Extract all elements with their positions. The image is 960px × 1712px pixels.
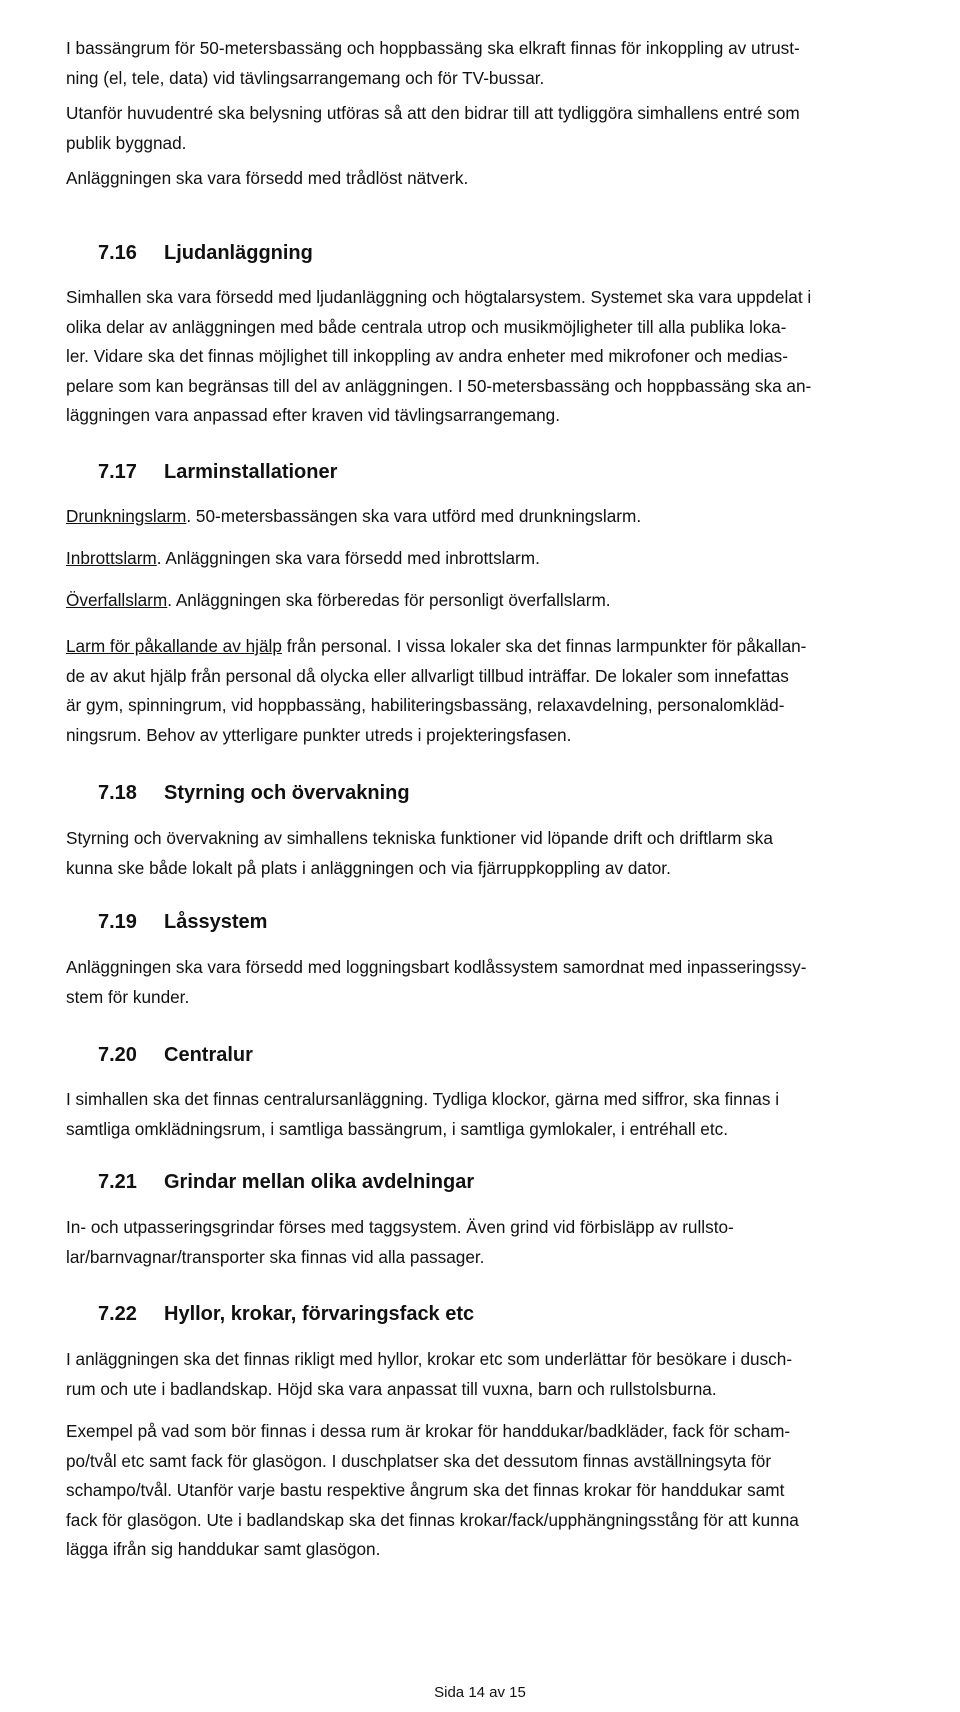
term-larm-hjalp: Larm för påkallande av hjälp [66, 636, 282, 656]
text-line: Exempel på vad som bör finnas i dessa rum är krokar för handdukar/badkläder, fack för scham- [66, 1421, 791, 1441]
text-line: ning (el, tele, data) vid tävlingsarrangemang och för TV-bussar. [66, 67, 545, 88]
heading-number: 7.18 [98, 782, 137, 804]
paragraph-natverk [66, 164, 948, 194]
paragraph-centralur [66, 1085, 948, 1144]
text-line: I bassängrum för 50-metersbassäng och hoppbassäng ska elkraft finnas för inkoppling av utrust- [66, 38, 800, 58]
text-line: ler. Vidare ska det finnas möjlighet till inkoppling av andra enheter med mikrofoner och medias- [66, 346, 788, 366]
text-line: samtliga omklädningsrum, i samtliga bassängrum, i samtliga gymlokaler, i entréhall etc. [66, 1118, 728, 1139]
page-footer: Sida 14 av 15 [434, 1684, 526, 1701]
text-line: de av akut hjälp från personal då olycka eller allvarligt tillbud inträffar. De lokaler som innefattas [66, 665, 789, 686]
heading-number: 7.22 [98, 1303, 137, 1325]
paragraph-styrning [66, 824, 948, 883]
heading-title: Grindar mellan olika avdelningar [164, 1171, 475, 1193]
paragraph-elkraft [66, 34, 948, 93]
text-line: lar/barnvagnar/transporter ska finnas vid alla passager. [66, 1246, 485, 1267]
text-line: Anläggningen ska vara försedd med trådlöst nätverk. [66, 168, 469, 188]
term-text: . Anläggningen ska förberedas för personligt överfallslarm. [167, 590, 611, 610]
text-line: är gym, spinningrum, vid hoppbassäng, habiliteringsbassäng, relaxavdelning, personalomkläd- [66, 695, 785, 715]
heading-title: Larminstallationer [164, 461, 338, 483]
heading-title: Ljudanläggning [164, 242, 313, 264]
paragraph-grindar [66, 1213, 948, 1272]
text-line: Simhallen ska vara försedd med ljudanläggning och högtalarsystem. Systemet ska vara uppdelat i [66, 287, 812, 307]
paragraph-overfallslarm [66, 586, 948, 616]
heading-number: 7.16 [98, 242, 137, 264]
heading-title: Styrning och övervakning [164, 782, 410, 804]
text-line: fack för glasögon. Ute i badlandskap ska det finnas krokar/fack/upphängningsstång för att kunna [66, 1509, 799, 1530]
paragraph-ljudanlaggning [66, 283, 948, 431]
text-line: Anläggningen ska vara försedd med loggningsbart kodlåssystem samordnat med inpasseringssy- [66, 957, 807, 977]
paragraph-inbrottslarm [66, 544, 948, 574]
heading-7-22 [98, 1300, 474, 1328]
heading-number: 7.19 [98, 911, 137, 933]
paragraph-lassystem [66, 953, 948, 1012]
paragraph-drunkningslarm [66, 502, 948, 532]
term-text: . 50-metersbassängen ska vara utförd med drunkningslarm. [186, 506, 642, 526]
text-line: po/tvål etc samt fack för glasögon. I duschplatser ska det dessutom finnas avställningsyta för [66, 1450, 772, 1471]
heading-number: 7.17 [98, 461, 137, 483]
text-line: kunna ske både lokalt på plats i anläggningen och via fjärruppkoppling av dator. [66, 857, 671, 878]
text-line [66, 586, 948, 616]
heading-number: 7.20 [98, 1044, 137, 1066]
text-line: publik byggnad. [66, 132, 187, 153]
heading-7-20 [98, 1041, 253, 1069]
heading-title: Hyllor, krokar, förvaringsfack etc [164, 1303, 475, 1325]
text-line [66, 502, 948, 532]
heading-7-19 [98, 908, 267, 936]
heading-title: Centralur [164, 1044, 253, 1066]
paragraph-exempel [66, 1417, 948, 1565]
term-inbrottslarm: Inbrottslarm [66, 548, 157, 568]
text-line: I simhallen ska det finnas centralursanläggning. Tydliga klockor, gärna med siffror, ska finnas i [66, 1089, 780, 1109]
paragraph-larm-hjalp [66, 632, 948, 750]
term-drunkningslarm: Drunkningslarm [66, 506, 187, 526]
paragraph-hyllor [66, 1345, 948, 1404]
text-line: ningsrum. Behov av ytterligare punkter utreds i projekteringsfasen. [66, 724, 572, 745]
heading-7-16 [98, 239, 313, 267]
text-line: schampo/tvål. Utanför varje bastu respektive ångrum ska det finnas krokar för handdukar samt [66, 1480, 785, 1500]
text-line: stem för kunder. [66, 986, 190, 1007]
term-text: från personal. I vissa lokaler ska det finnas larmpunkter för påkallan- [281, 636, 807, 656]
text-line: rum och ute i badlandskap. Höjd ska vara anpassat till vuxna, barn och rullstolsburna. [66, 1378, 717, 1399]
text-line: In- och utpasseringsgrindar förses med taggsystem. Även grind vid förbisläpp av rullsto- [66, 1217, 734, 1237]
heading-title: Låssystem [164, 911, 268, 933]
heading-7-21 [98, 1168, 474, 1196]
text-line: lägga ifrån sig handdukar samt glasögon. [66, 1539, 381, 1559]
text-line [66, 632, 948, 662]
heading-7-17 [98, 458, 337, 486]
heading-7-18 [98, 779, 410, 807]
text-line [66, 544, 948, 574]
text-line: olika delar av anläggningen med både centrala utrop och musikmöjligheter till alla publika loka- [66, 316, 787, 337]
term-overfallslarm: Överfallslarm [66, 590, 168, 610]
term-text: . Anläggningen ska vara försedd med inbrottslarm. [156, 548, 540, 568]
text-line: I anläggningen ska det finnas rikligt med hyllor, krokar etc som underlättar för besökare i dusch- [66, 1349, 793, 1369]
paragraph-belysning [66, 99, 948, 158]
text-line: läggningen vara anpassad efter kraven vid tävlingsarrangemang. [66, 405, 560, 425]
heading-number: 7.21 [98, 1171, 137, 1193]
text-line: Utanför huvudentré ska belysning utföras så att den bidrar till att tydliggöra simhallens entré som [66, 103, 800, 123]
text-line: Styrning och övervakning av simhallens tekniska funktioner vid löpande drift och driftlarm ska [66, 828, 773, 848]
text-line: pelare som kan begränsas till del av anläggningen. I 50-metersbassäng och hoppbassäng ska an- [66, 375, 812, 396]
